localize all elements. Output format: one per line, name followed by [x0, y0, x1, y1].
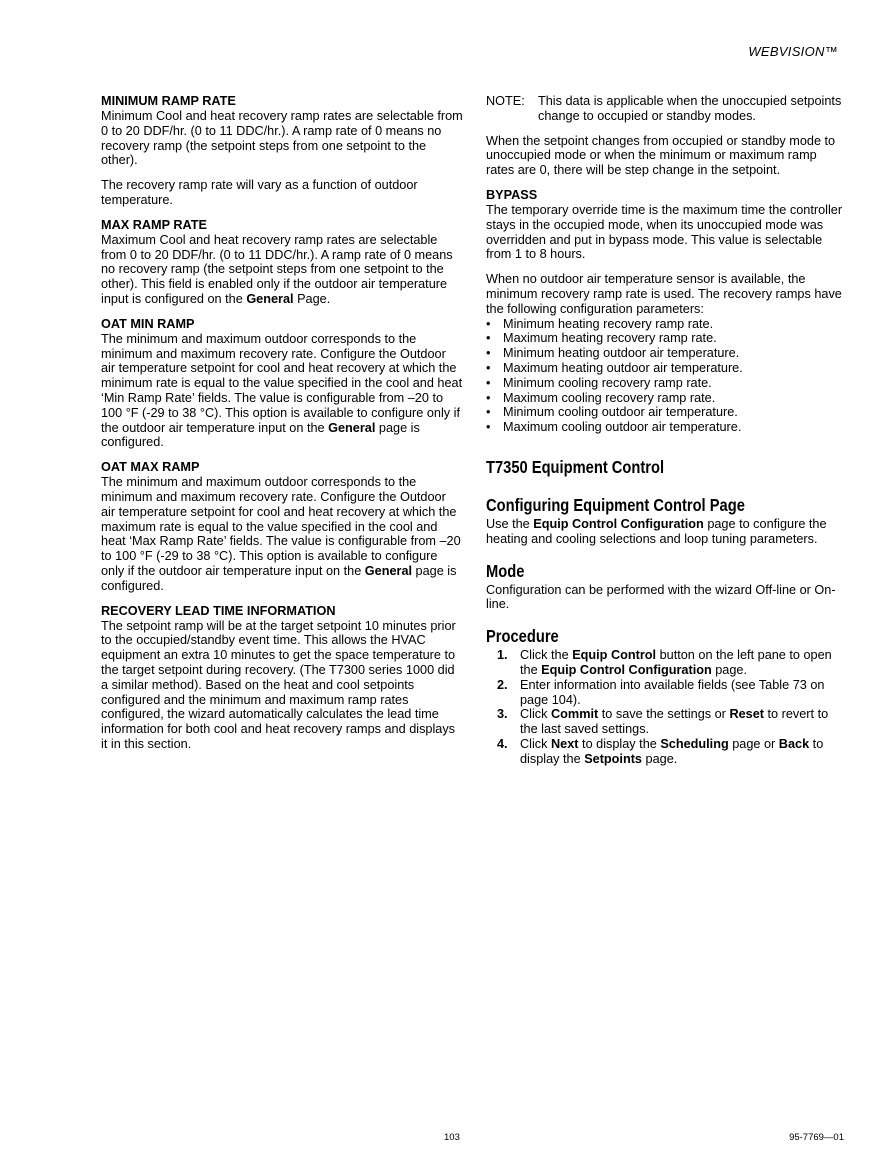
parameter-list [486, 317, 846, 435]
paragraph: The minimum and maximum outdoor corresponds to the minimum and maximum recovery rate. Configure the Outdoor air temperature setpoint for cool and heat recovery at which the minimum rate is equal to the value specified in the cool and heat ‘Min Ramp Rate’ fields. The value is configurable from –20 to 100 °F (-29 to 38 °C). This option is available to configure only if the outdoor air temperature input on the General page is configured. [101, 331, 463, 450]
heading-configuring-equipment-control-page: Configuring Equipment Control Page [486, 494, 745, 515]
list-item: • Minimum heating recovery ramp rate. [486, 317, 846, 332]
heading-bypass: BYPASS [486, 187, 538, 202]
paragraph: The minimum and maximum outdoor corresponds to the minimum and maximum recovery rate. Configure the Outdoor air temperature setpoint for cool and heat recovery at which the maximum rate is equal to the value specified in the cool and heat ‘Max Ramp Rate’ fields. The value is configurable from –20 to 100 °F (-29 to 38 °C). This option is available to configure only if the outdoor air temperature input on the General page is configured. [101, 475, 461, 593]
paragraph: Use the Equip Control Configuration page to configure the heating and cooling selections and loop tuning parameters. [486, 516, 827, 546]
procedure-step: 4. Click Next to display the Scheduling page or Back to display the Setpoints page. [497, 736, 824, 766]
list-item: • Maximum cooling outdoor air temperature. [486, 420, 846, 435]
note-label: NOTE: [486, 94, 525, 108]
heading-max-ramp-rate: MAX RAMP RATE [101, 217, 207, 232]
heading-t7350-equipment-control: T7350 Equipment Control [486, 456, 665, 477]
heading-oat-min-ramp: OAT MIN RAMP [101, 316, 195, 331]
section-max-ramp-rate [101, 218, 463, 307]
paragraph: The temporary override time is the maximum time the controller stays in the occupied mode, when its unoccupied mode was overridden and put in bypass mode. This value is selectable from 1 to 8 hours. [486, 202, 843, 262]
page-number: 103 [444, 1132, 460, 1143]
heading-oat-max-ramp: OAT MAX RAMP [101, 460, 200, 475]
paragraph: When no outdoor air temperature sensor is available, the minimum recovery ramp rate is used. The recovery ramps have the following configuration parameters: [486, 272, 842, 316]
list-item: • Minimum cooling outdoor air temperature. [486, 405, 846, 420]
heading-recovery-lead-time: RECOVERY LEAD TIME INFORMATION [101, 603, 336, 618]
section-minimum-ramp-rate [101, 94, 463, 208]
paragraph: Minimum Cool and heat recovery ramp rates are selectable from 0 to 20 DDF/hr. (0 to 11 DDC/hr.). A ramp rate of 0 means no recovery ramp (the setpoint steps from one setpoint to the other). [101, 109, 463, 168]
list-item: • Minimum cooling recovery ramp rate. [486, 376, 846, 391]
general-page-ref: General [364, 563, 413, 578]
section-recovery-lead-time [101, 604, 463, 752]
general-page-ref: General [328, 420, 376, 435]
heading-mode: Mode [486, 560, 525, 581]
list-item: • Minimum heating outdoor air temperature. [486, 346, 846, 361]
procedure-step: 1. Click the Equip Control button on the left pane to open the Equip Control Configuration page. [497, 648, 832, 677]
paragraph: Maximum Cool and heat recovery ramp rates are selectable from 0 to 20 DDF/hr. (0 to 11 DDC/hr.). A ramp rate of 0 means no recovery ramp (the setpoint steps from one setpoint to the other). This field is enabled only if the outdoor air temperature input is configured on the General Page. [101, 232, 453, 306]
heading-procedure: Procedure [486, 626, 559, 647]
procedure-steps [486, 648, 846, 766]
general-page-ref: General [246, 291, 294, 306]
paragraph: The recovery ramp rate will vary as a function of outdoor temperature. [101, 178, 418, 207]
list-item: • Maximum heating outdoor air temperature. [486, 361, 846, 376]
equip-control-configuration-ref: Equip Control Configuration [533, 516, 704, 531]
note-text: This data is applicable when the unoccupied setpoints change to occupied or standby modes. [538, 94, 842, 123]
procedure-step: 3. Click Commit to save the settings or Reset to revert to the last saved settings. [497, 707, 829, 737]
heading-minimum-ramp-rate: MINIMUM RAMP RATE [101, 94, 236, 108]
running-header: WEBVISION™ [748, 44, 838, 59]
list-item: • Maximum cooling recovery ramp rate. [486, 391, 846, 406]
document-number: 95-7769—01 [789, 1132, 844, 1143]
paragraph: The setpoint ramp will be at the target setpoint 10 minutes prior to the occupied/standby event time. This allows the HVAC equipment an extra 10 minutes to get the space temperature to the target setpoint during recovery. (The T7300 series 1000 did a similar method). Based on the heat and cool setpoints configured and the minimum and maximum ramp rates configured, the wizard automatically calculates the lead time information for both cool and heat recovery ramps and displays it in this section. [101, 618, 456, 751]
left-column [101, 94, 463, 762]
section-bypass [486, 188, 846, 435]
right-column [486, 94, 846, 767]
list-item: • Maximum heating recovery ramp rate. [486, 331, 846, 346]
section-oat-min-ramp [101, 317, 463, 450]
procedure-step: 2. Enter information into available fields (see Table 73 on page 104). [497, 677, 825, 707]
section-oat-max-ramp [101, 460, 463, 593]
paragraph: Configuration can be performed with the wizard Off-line or On-line. [486, 582, 836, 612]
note-block [486, 94, 846, 124]
paragraph: When the setpoint changes from occupied or standby mode to unoccupied mode or when the minimum or maximum ramp rates are 0, there will be step change in the setpoint. [486, 133, 836, 178]
